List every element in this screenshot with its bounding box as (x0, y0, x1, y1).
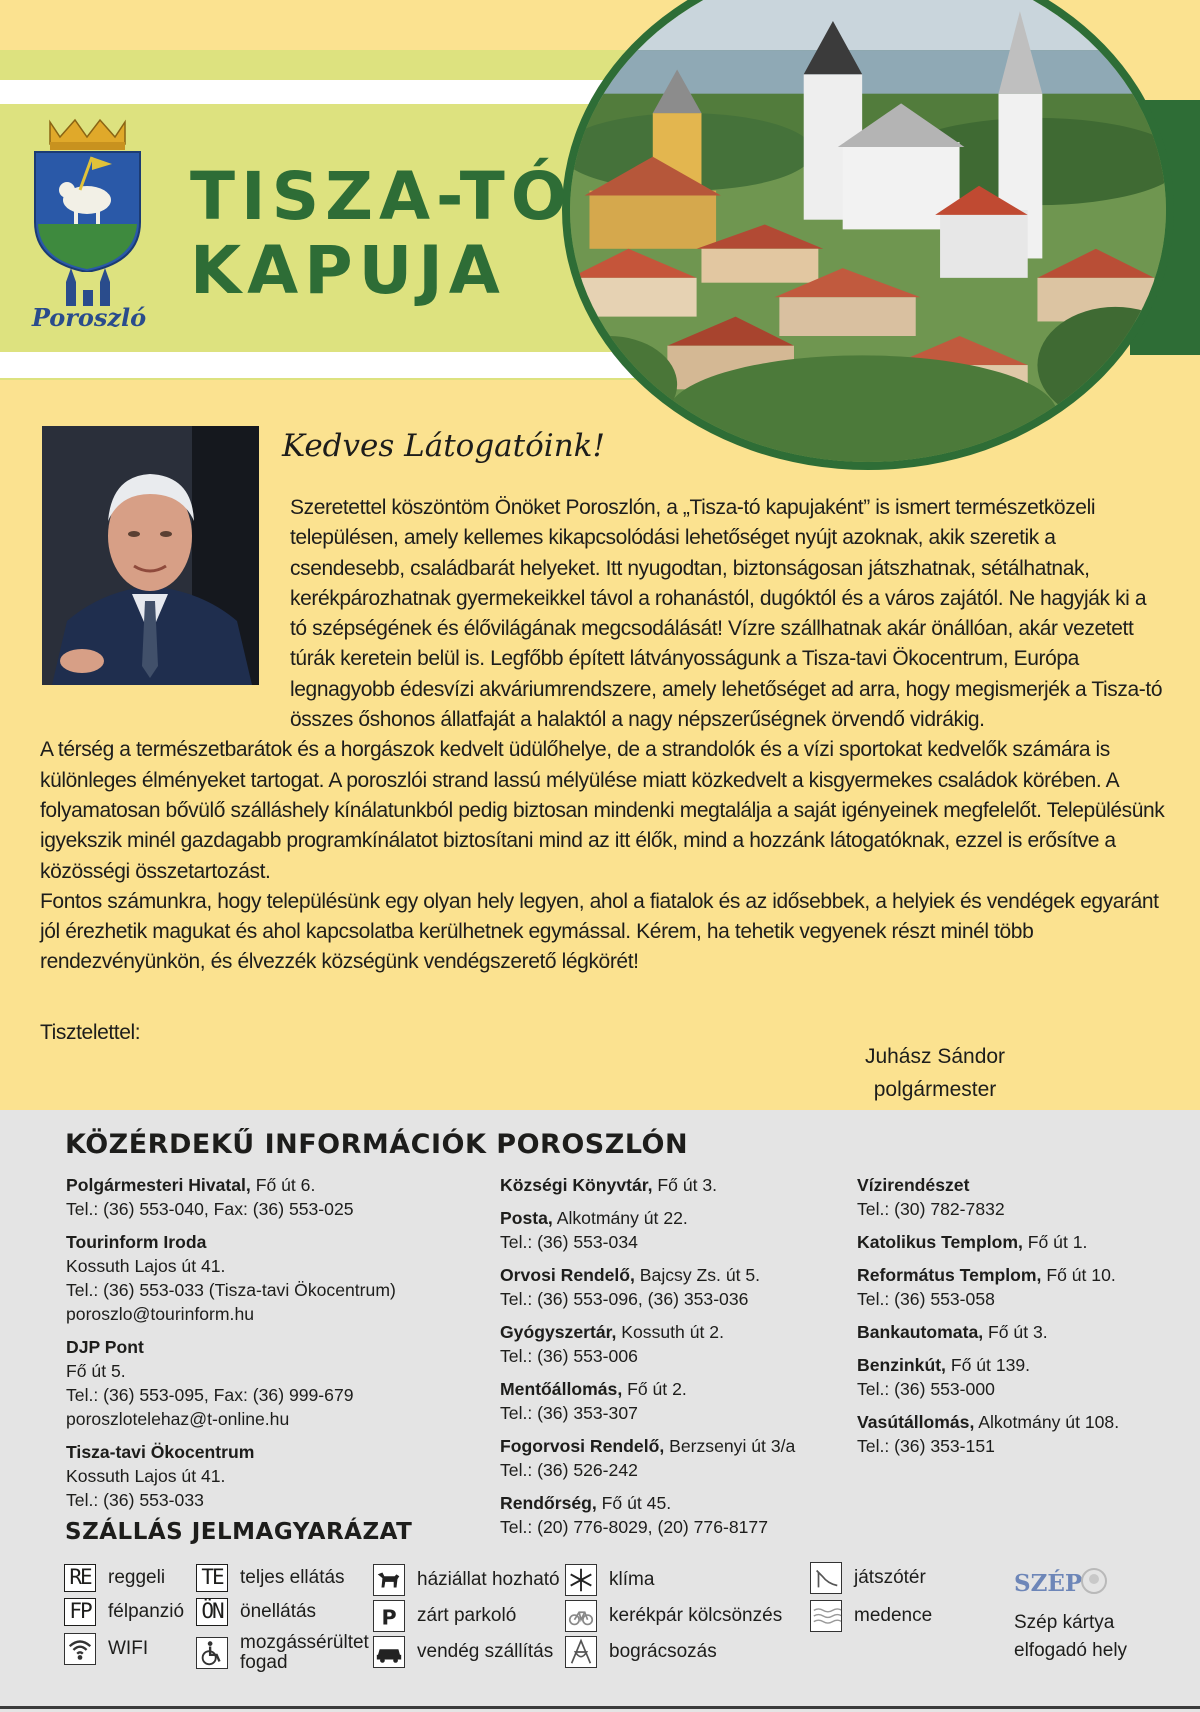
legend-label: teljes ellátás (240, 1567, 345, 1588)
info-entry-name: Református Templom, (857, 1265, 1042, 1285)
info-entry-title (66, 1440, 506, 1464)
info-entry-title (500, 1377, 840, 1401)
coat-of-arms-icon (30, 112, 145, 272)
info-entry (857, 1353, 1177, 1401)
legend-item-bike (565, 1600, 782, 1632)
legend-item-ac (565, 1564, 654, 1596)
info-entry-address: Fő út 3. (983, 1322, 1048, 1342)
info-entry-line: Tel.: (20) 776-8029, (20) 776-8177 (500, 1517, 768, 1537)
info-entry-title (857, 1230, 1177, 1254)
town-photo (562, 0, 1174, 470)
svg-text:P: P (381, 1605, 397, 1630)
legend-heading (65, 1519, 412, 1545)
signer-title: polgármester (873, 1078, 997, 1101)
te-code-icon: TE (196, 1564, 228, 1592)
on-code-icon: ÖN (196, 1598, 228, 1626)
fp-code-icon: FP (64, 1598, 96, 1626)
info-entry-address: Fő út 139. (945, 1355, 1031, 1375)
legend-item-parking (373, 1600, 516, 1632)
legend-label: zárt parkoló (417, 1605, 517, 1626)
info-entry-line: Tel.: (36) 353-307 (500, 1403, 638, 1423)
legend-item-bbq (565, 1636, 717, 1668)
info-entry (66, 1230, 506, 1326)
letter-closing: Tisztelettel: (40, 1021, 141, 1044)
info-entry-name: Orvosi Rendelő, (500, 1265, 635, 1285)
info-entry-line: Tel.: (36) 553-058 (857, 1289, 995, 1309)
bicycle-icon (565, 1600, 597, 1632)
info-entry-address: Fő út 10. (1041, 1265, 1116, 1285)
info-entry-title (500, 1263, 840, 1287)
bottom-rule (0, 1706, 1200, 1709)
legend-label: kerékpár kölcsönzés (609, 1605, 783, 1626)
info-entry-line: Tel.: (30) 782-7832 (857, 1199, 1005, 1219)
dog-icon (373, 1564, 405, 1596)
info-entry-line: Tel.: (36) 553-096, (36) 353-036 (500, 1289, 749, 1309)
info-entry-name: Benzinkút, (857, 1355, 946, 1375)
info-column-1 (66, 1173, 506, 1521)
info-entry-line: Tel.: (36) 553-000 (857, 1379, 995, 1399)
legend-label: bográcsozás (609, 1641, 717, 1662)
info-heading (65, 1129, 688, 1160)
legend-item-reggeli (64, 1564, 165, 1592)
wheelchair-icon (196, 1637, 228, 1669)
snowflake-icon (565, 1564, 597, 1596)
legend-item-wifi (64, 1633, 148, 1665)
info-entry-address: Fő út 2. (622, 1379, 687, 1399)
legend-label: háziállat hozható (417, 1569, 560, 1590)
info-entry (500, 1173, 840, 1197)
info-column-3 (857, 1173, 1177, 1467)
info-entry-title (500, 1173, 840, 1197)
info-entry (66, 1173, 506, 1221)
info-entry-line: Tel.: (36) 553-040, Fax: (36) 553-025 (66, 1199, 354, 1219)
info-entry (857, 1410, 1177, 1458)
wifi-icon (64, 1633, 96, 1665)
legend-label: klíma (609, 1569, 655, 1590)
szep-line-2: elfogadó hely (1014, 1640, 1128, 1661)
info-entry-name: Posta, (500, 1208, 553, 1228)
info-entry-address: Alkotmány út 22. (552, 1208, 688, 1228)
info-entry (66, 1440, 506, 1512)
info-entry-address: Alkotmány út 108. (974, 1412, 1120, 1432)
info-entry (857, 1173, 1177, 1221)
legend-heading-text: SZÁLLÁS JELMAGYARÁZAT (65, 1519, 413, 1545)
info-entry-name: Fogorvosi Rendelő, (500, 1436, 665, 1456)
info-entry-address: Fő út 1. (1022, 1232, 1088, 1252)
info-entry-title (66, 1230, 506, 1254)
info-entry-title (857, 1263, 1177, 1287)
info-entry (857, 1263, 1177, 1311)
legend-item-pool (810, 1600, 932, 1632)
legend-item-teljes-ellatas (196, 1564, 345, 1592)
info-entry-line: Tel.: (36) 553-095, Fax: (36) 999-679 (66, 1385, 354, 1405)
poroszlo-logo-text: Poroszló (31, 303, 147, 332)
letter-paragraph-1: Szeretettel köszöntöm Önöket Poroszlón, a „Tisza-tó kapujaként” is ismert természetközeli településen, amely kellemes kikapcsolódási lehetőséget nyújt azoknak, akik szeretik a csendesebb, családbarát helyeket. Itt nyugodtan, biztonságosan játszhatnak, sétálhatnak, kerékpározhatnak gyermekeikkel távol a rohanástól, dugóktól és a város zajától. Ne hagyják ki a tó szépségének és élővilágának megcsodálását! Vízre szállhatnak akár önállóan, akár vezetett túrák keretein belül is. Legfőbb épített látványosságunk a Tisza-tavi Ökocentrum, Európa legnagyobb édesvízi akváriumrendszere, amely lehetőséget ad arra, hogy megismerjék a Tisza-tó összes őshonos állatfaját a halaktól a nagy népszerűségnek örvendő vidrákig. (290, 496, 1163, 732)
info-entry-line: Tel.: (36) 553-034 (500, 1232, 638, 1252)
letter-body (40, 493, 1165, 978)
church-towers-icon (58, 268, 118, 308)
info-entry-name: Tisza-tavi Ökocentrum (66, 1442, 255, 1462)
info-entry-title (500, 1434, 840, 1458)
title-line-2: KAPUJA (190, 232, 506, 309)
info-column-2 (500, 1173, 840, 1548)
letter-paragraph-2: A térség a természetbarátok és a horgászok kedvelt üdülőhelye, de a strandolók és a vízi sportokat kedvelők számára is különleges élményeket tartogat. A poroszlói strand lassú mélyülése miatt közkedvelt a kisgyermekes családok körében. A folyamatosan bővülő szálláshely kínálatunkból pedig biztosan mindenki megtalálja a saját igényeinek megfelelőt. Településünk igyekszik minél gazdagabb programkínálatot biztosítani mind az itt élők, mind a hozzánk látogatóknak, ezzel is erősítve a közösségi összetartozást. (40, 738, 1165, 883)
info-entry-name: Vízirendészet (857, 1175, 970, 1195)
info-entry-name: Vasútállomás, (857, 1412, 975, 1432)
info-entry-name: DJP Pont (66, 1337, 144, 1357)
info-entry-title (66, 1335, 506, 1359)
title-line-1: TISZA-TÓ (190, 158, 573, 235)
legend-label: reggeli (108, 1567, 166, 1588)
letter-greeting: Kedves Látogatóink! (282, 428, 605, 464)
info-entry-name: Bankautomata, (857, 1322, 984, 1342)
info-entry-line: Kossuth Lajos út 41. (66, 1256, 226, 1276)
info-heading-text: KÖZÉRDEKŰ INFORMÁCIÓK POROSZLÓN (65, 1129, 689, 1160)
info-entry-line: Tel.: (36) 526-242 (500, 1460, 638, 1480)
legend-item-transport (373, 1636, 553, 1668)
info-entry-name: Mentőállomás, (500, 1379, 623, 1399)
legend-label: félpanzió (108, 1601, 185, 1622)
szep-logo-text: SZÉP (1014, 1570, 1083, 1597)
info-entry-name: Községi Könyvtár, (500, 1175, 653, 1195)
cauldron-icon (565, 1636, 597, 1668)
legend-item-felpanzio (64, 1598, 184, 1626)
car-icon (373, 1636, 405, 1668)
info-entry (66, 1335, 506, 1431)
info-entry-name: Katolikus Templom, (857, 1232, 1023, 1252)
info-entry-address: Fő út 45. (596, 1493, 672, 1513)
szep-line-1: Szép kártya (1014, 1612, 1115, 1633)
letter-paragraph-3: Fontos számunkra, hogy településünk egy olyan hely legyen, ahol a fiatalok és az idősebbek, a helyiek és vendégek egyaránt jól érezhetik magukat és ahol kapcsolatba kerülhetnek egymással. Kérem, ha tehetik vegyenek részt minél több rendezvényünkön, és élvezzék községünk vendégszerető légkörét! (40, 889, 1159, 974)
legend-item-pets (373, 1564, 560, 1596)
info-entry-address: Kossuth út 2. (616, 1322, 724, 1342)
pool-icon (810, 1600, 842, 1632)
page-title (190, 160, 573, 308)
info-entry (857, 1320, 1177, 1344)
legend-label: játszótér (854, 1567, 926, 1588)
info-entry-title (66, 1173, 506, 1197)
szep-card-text (1014, 1609, 1127, 1665)
info-entry-line: Tel.: (36) 553-033 (Tisza-tavi Ökocentrum) (66, 1280, 396, 1300)
info-entry-title (857, 1353, 1177, 1377)
info-entry-title (500, 1320, 840, 1344)
info-entry (857, 1230, 1177, 1254)
info-entry-line: Tel.: (36) 353-151 (857, 1436, 995, 1456)
info-entry-address: Berzsenyi út 3/a (664, 1436, 796, 1456)
info-entry-address: Fő út 6. (250, 1175, 316, 1195)
szep-card-logo (1014, 1563, 1114, 1599)
info-entry-line: Kossuth Lajos út 41. (66, 1466, 226, 1486)
info-entry-title (500, 1491, 840, 1515)
parking-icon (373, 1600, 405, 1632)
slide-icon (810, 1562, 842, 1594)
info-entry-name: Polgármesteri Hivatal, (66, 1175, 251, 1195)
info-entry (500, 1491, 840, 1539)
info-entry-title (857, 1173, 1177, 1197)
info-entry-line: Tel.: (36) 553-033 (66, 1490, 204, 1510)
legend-item-accessible (196, 1633, 370, 1673)
info-entry-title (500, 1206, 840, 1230)
info-entry-address: Bajcsy Zs. út 5. (634, 1265, 761, 1285)
info-entry (500, 1320, 840, 1368)
info-entry (500, 1206, 840, 1254)
info-entry-title (857, 1410, 1177, 1434)
info-entry-line: poroszlo@tourinform.hu (66, 1304, 255, 1324)
signature-block (840, 1040, 1030, 1106)
info-entry (500, 1434, 840, 1482)
info-entry-name: Tourinform Iroda (66, 1232, 207, 1252)
info-entry (500, 1377, 840, 1425)
info-entry-line: Tel.: (36) 553-006 (500, 1346, 638, 1366)
legend-label: mozgássérültet fogad (240, 1632, 369, 1673)
info-entry-title (857, 1320, 1177, 1344)
legend-label: önellátás (240, 1601, 317, 1622)
signer-name: Juhász Sándor (864, 1045, 1006, 1068)
info-entry-name: Rendőrség, (500, 1493, 597, 1513)
info-entry-name: Gyógyszertár, (500, 1322, 617, 1342)
legend-item-playground (810, 1562, 926, 1594)
info-entry (500, 1263, 840, 1311)
legend-label: medence (854, 1605, 933, 1626)
legend-label: WIFI (108, 1638, 149, 1659)
legend-item-onellatas (196, 1598, 316, 1626)
info-entry-line: poroszlotelehaz@t-online.hu (66, 1409, 290, 1429)
legend-label: vendég szállítás (417, 1641, 554, 1662)
info-entry-line: Fő út 5. (66, 1361, 126, 1381)
re-code-icon: RE (64, 1564, 96, 1592)
info-entry-address: Fő út 3. (652, 1175, 718, 1195)
